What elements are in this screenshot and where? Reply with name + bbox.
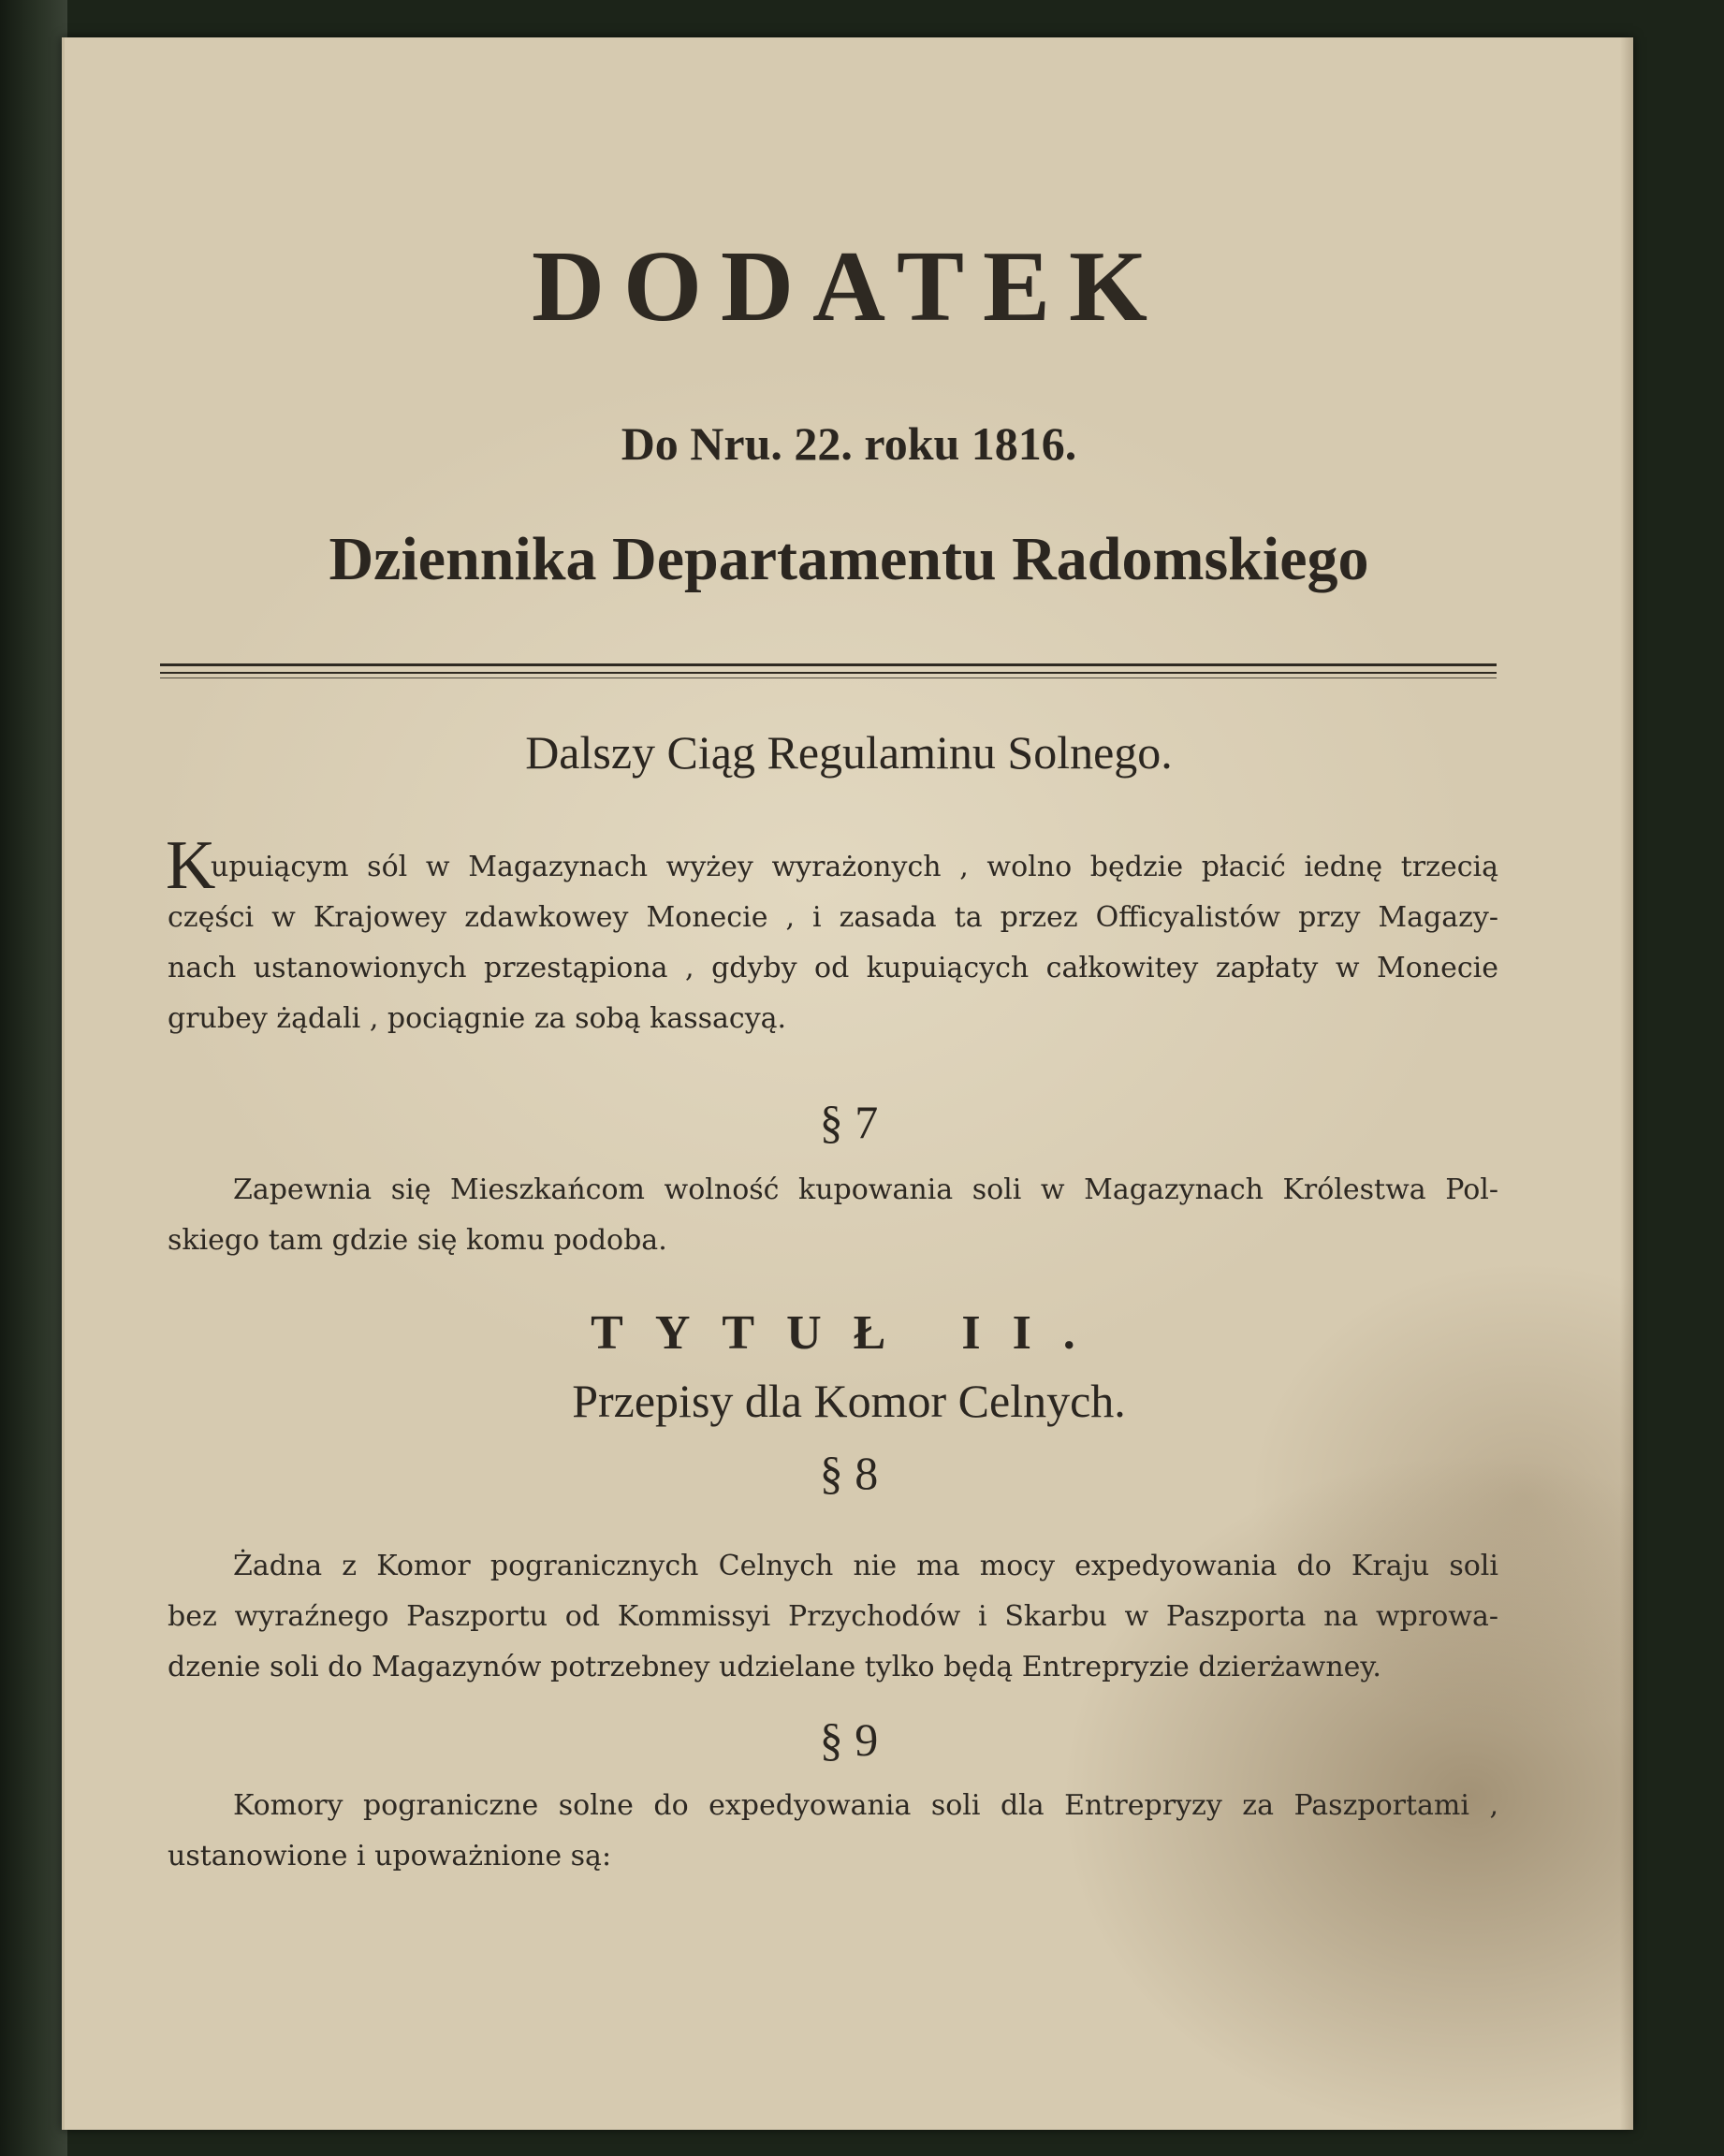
section-7-heading: § 7 — [819, 1096, 879, 1148]
section-9-heading: § 9 — [819, 1713, 879, 1766]
paragraph-line: części w Krajowey zdawkowey Monecie , i zasada ta przez Officyalistów przy Magazy- — [168, 901, 1498, 934]
journal-name: Dziennika Departamentu Radomskiego — [329, 525, 1369, 593]
paragraph-1 — [168, 842, 1498, 1044]
document-title: DODATEK — [531, 231, 1167, 342]
paragraph-line: nach ustanowionych przestąpiona , gdyby od kupuiących całkowitey zapłaty w Monecie — [168, 952, 1498, 984]
title-ii-heading: TYTUŁ II. — [591, 1306, 1107, 1360]
paragraph-line: skiego tam gdzie się komu podoba. — [168, 1224, 667, 1257]
paragraph-4 — [168, 1781, 1498, 1882]
page-text — [65, 37, 1633, 2130]
paragraph-line: dzenie soli do Magazynów potrzebney udzielane tylko będą Entrepryzie dzierżawney. — [168, 1651, 1381, 1683]
header-rule-bottom — [160, 677, 1497, 678]
title-ii-subheading: Przepisy dla Komor Celnych. — [572, 1375, 1126, 1427]
paragraph-line: ustanowione i upoważnione są: — [168, 1840, 612, 1872]
paragraph-2 — [168, 1165, 1498, 1266]
book-spine — [0, 0, 67, 2156]
section-8-heading: § 8 — [819, 1447, 879, 1499]
paragraph-line: Żadna z Komor pogranicznych Celnych nie ma mocy expedyowania do Kraju soli — [233, 1550, 1498, 1582]
document-page — [62, 37, 1633, 2130]
paragraph-line: grubey żądali , pociągnie za sobą kassacyą. — [168, 1002, 787, 1035]
paragraph-line: Komory pograniczne solne do expedyowania soli dla Entrepryzy za Paszportami , — [233, 1789, 1498, 1822]
header-rule-middle — [160, 672, 1497, 674]
paragraph-line: upuiącym sól w Magazynach wyżey wyrażonych , wolno będzie płacić iednę trzecią — [211, 851, 1498, 883]
paragraph-3 — [168, 1541, 1498, 1693]
header-rule-top — [160, 663, 1497, 666]
paragraph-line: Zapewnia się Mieszkańcom wolność kupowania soli w Magazynach Królestwa Pol- — [233, 1173, 1498, 1206]
issue-line: Do Nru. 22. roku 1816. — [621, 417, 1077, 470]
section-subtitle: Dalszy Ciąg Regulaminu Solnego. — [525, 726, 1173, 779]
drop-cap: K — [166, 827, 216, 904]
paragraph-line: bez wyraźnego Paszportu od Kommissyi Przychodów i Skarbu w Paszporta na wprowa- — [168, 1600, 1498, 1633]
